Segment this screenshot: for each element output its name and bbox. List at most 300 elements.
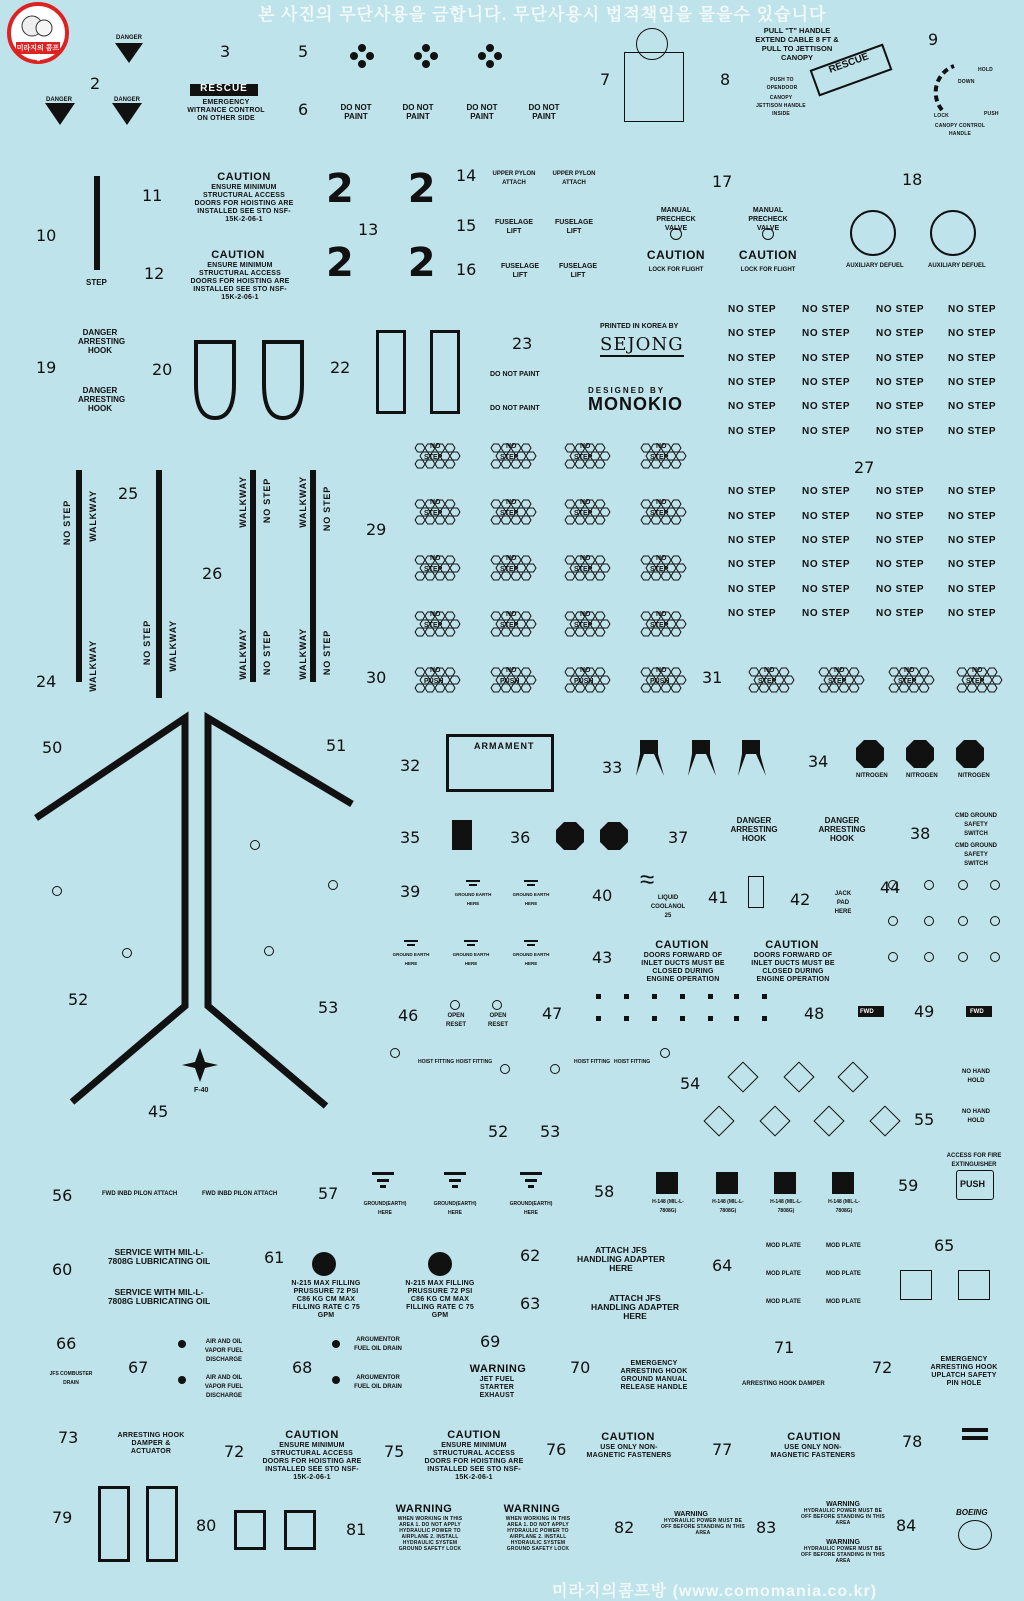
lock-flight-1: LOCK FOR FLIGHT bbox=[648, 267, 704, 273]
hoist-ring-f bbox=[390, 1048, 400, 1058]
screw-ring bbox=[990, 880, 1000, 890]
honeycomb-top: NO bbox=[430, 499, 441, 506]
decal-number: 16 bbox=[456, 260, 477, 279]
caution-76: CAUTION bbox=[601, 1431, 655, 1443]
rescue-sub: EMERGENCY WITRANCE CONTROL ON OTHER SIDE bbox=[187, 99, 265, 122]
honeycomb-top: NO bbox=[506, 443, 517, 450]
no-step-label: NO STEP bbox=[728, 535, 777, 546]
fuselage-lift-2: FUSELAGE LIFT bbox=[554, 219, 594, 235]
mod-plate-label: MOD PLATE bbox=[826, 1299, 861, 1305]
aux-defuel-2: AUXILIARY DEFUEL bbox=[928, 263, 986, 269]
octagons-36 bbox=[556, 822, 636, 852]
bar-78b bbox=[962, 1436, 988, 1440]
h148-sq-3 bbox=[774, 1172, 796, 1194]
decal-number: 72 bbox=[224, 1442, 245, 1461]
screw-ring bbox=[958, 952, 968, 962]
diamond-mark bbox=[727, 1061, 758, 1092]
no-step-label: NO STEP bbox=[876, 328, 925, 339]
caution-43-1: CAUTION bbox=[655, 939, 709, 951]
hoist-fitting-3: HOIST FITTING bbox=[574, 1059, 611, 1065]
ground-earth-label: GROUND EARTH HERE bbox=[452, 952, 490, 966]
no-step-label: NO STEP bbox=[802, 584, 851, 595]
ground-bar bbox=[469, 884, 477, 886]
honeycomb-stamp bbox=[954, 664, 1006, 699]
decal-number: 3 bbox=[220, 42, 231, 61]
nitrogen-3: NITROGEN bbox=[958, 773, 990, 779]
do-not-paint-2: DO NOT PAINT bbox=[402, 103, 434, 121]
honeycomb-stamp bbox=[816, 664, 868, 699]
decal-number: 78 bbox=[902, 1432, 923, 1451]
glyph-13b: 2 2 bbox=[326, 240, 456, 286]
screw-ring bbox=[888, 952, 898, 962]
monokio-logo: MONOKIO bbox=[588, 394, 683, 414]
service-oil-1: SERVICE WITH MIL-L-7808G LUBRICATING OIL bbox=[107, 1247, 211, 1266]
argumentor-2: ARGUMENTOR FUEL OIL DRAIN bbox=[354, 1375, 402, 1390]
walkway-2: WALKWAY bbox=[88, 640, 98, 692]
shield-outlines-20 bbox=[192, 338, 312, 422]
fuselage-lift-1: FUSELAGE LIFT bbox=[494, 219, 534, 235]
square-mark bbox=[762, 994, 767, 999]
access-fire: ACCESS FOR FIRE EXTINGUISHER bbox=[946, 1153, 1002, 1168]
dot-mark bbox=[422, 44, 430, 52]
no-step-label: NO STEP bbox=[728, 608, 777, 619]
honeycomb-bottom: STEP bbox=[758, 678, 777, 685]
watermark-bottom: 미라지의콤프방 (www.comomania.co.kr) bbox=[552, 1583, 878, 1600]
walkway-no-step-2: NO STEP bbox=[142, 620, 152, 666]
decal-number: 30 bbox=[366, 668, 387, 687]
jfs-adapter-1: ATTACH JFS HANDLING ADAPTER HERE bbox=[577, 1245, 665, 1273]
caution-11-body: ENSURE MINIMUM STRUCTURAL ACCESS DOORS FOR HOISTING ARE INSTALLED SEE STO NSF-15K-2-06-1 bbox=[194, 184, 294, 223]
rect-22-1 bbox=[376, 330, 406, 414]
decal-number: 51 bbox=[326, 736, 347, 755]
honeycomb-stamp bbox=[412, 440, 464, 475]
danger-triangles bbox=[40, 35, 160, 135]
warning-83b: WARNING bbox=[826, 1539, 860, 1546]
honeycomb-top: NO bbox=[764, 667, 775, 674]
decal-number: 47 bbox=[542, 1004, 563, 1023]
honeycomb-bottom: STEP bbox=[574, 510, 593, 517]
honeycomb-stamp bbox=[488, 608, 540, 643]
hoist-ring-g bbox=[550, 1064, 560, 1074]
do-not-paint-23b: DO NOT PAINT bbox=[490, 405, 540, 412]
hyd-power-82: HYDRAULIC POWER MUST BE OFF BEFORE STANDING IN THIS AREA bbox=[661, 1518, 745, 1536]
walkway-no-step-5: NO STEP bbox=[322, 486, 332, 532]
caution-43-1-body: DOORS FORWARD OF INLET DUCTS MUST BE CLOSED DURING ENGINE OPERATION bbox=[641, 952, 725, 983]
dot-mark bbox=[350, 52, 358, 60]
dot-mark bbox=[366, 52, 374, 60]
dot-mark bbox=[414, 52, 422, 60]
honeycomb-stamp bbox=[488, 496, 540, 531]
decal-number: 36 bbox=[510, 828, 531, 847]
dot-mark bbox=[486, 60, 494, 68]
decal-number: 82 bbox=[614, 1518, 635, 1537]
decal-number: 35 bbox=[400, 828, 421, 847]
do-not-paint-4: DO NOT PAINT bbox=[528, 103, 560, 121]
boeing-ring bbox=[958, 1520, 992, 1550]
coolanol-waves: ≈ bbox=[640, 864, 655, 894]
pull-handle-text: PULL "T" HANDLE EXTEND CABLE 8 FT & PULL TO JETTISON CANOPY bbox=[755, 26, 839, 62]
screw-ring bbox=[990, 952, 1000, 962]
danger-hook-2: DANGER ARRESTING HOOK bbox=[78, 386, 126, 413]
armament-label: ARMAMENT bbox=[474, 741, 535, 751]
decal-number: 40 bbox=[592, 886, 613, 905]
screw-ring bbox=[958, 916, 968, 926]
no-step-label: NO STEP bbox=[876, 559, 925, 570]
honeycomb-stamp bbox=[638, 664, 690, 699]
danger-label-1: DANGER bbox=[116, 35, 143, 41]
decal-number: 5 bbox=[298, 42, 309, 61]
h148-sq-1 bbox=[656, 1172, 678, 1194]
ground-earth-57a: GROUND(EARTH) HERE bbox=[363, 1201, 407, 1216]
ground-bar bbox=[466, 880, 480, 882]
dot-mark bbox=[422, 60, 430, 68]
no-step-label: NO STEP bbox=[876, 511, 925, 522]
honeycomb-bottom: STEP bbox=[898, 678, 917, 685]
push-box-label: PUSH bbox=[960, 1179, 986, 1189]
caution-17-2: CAUTION bbox=[738, 248, 798, 262]
no-step-label: NO STEP bbox=[802, 559, 851, 570]
push-label: PUSH bbox=[984, 111, 999, 117]
placard-7-ring bbox=[636, 28, 668, 60]
decal-number: 70 bbox=[570, 1358, 591, 1377]
aux-defuel-1: AUXILIARY DEFUEL bbox=[846, 263, 904, 269]
no-hand-hold-2: NO HAND HOLD bbox=[962, 1109, 990, 1124]
dot-mark bbox=[358, 60, 366, 68]
no-step-label: NO STEP bbox=[728, 426, 777, 437]
hoist-fitting-1: HOIST FITTING bbox=[418, 1059, 455, 1065]
square-mark bbox=[734, 994, 739, 999]
fuselage-lift-3: FUSELAGE LIFT bbox=[500, 263, 540, 279]
walkway-7: WALKWAY bbox=[298, 628, 308, 680]
danger-label-3: DANGER bbox=[114, 97, 141, 103]
no-step-label: NO STEP bbox=[876, 426, 925, 437]
no-step-label: NO STEP bbox=[948, 353, 997, 364]
decal-number: 15 bbox=[456, 216, 477, 235]
sejong-logo: SEJONG bbox=[600, 334, 684, 355]
decal-number: 17 bbox=[712, 172, 733, 191]
open-reset-1: OPEN RESET bbox=[445, 1013, 466, 1028]
walkway-bar-4 bbox=[310, 470, 316, 682]
honeycomb-bottom: STEP bbox=[424, 510, 443, 517]
decal-number: 37 bbox=[668, 828, 689, 847]
decal-number: 50 bbox=[42, 738, 63, 757]
honeycomb-stamp bbox=[638, 552, 690, 587]
no-step-label: NO STEP bbox=[876, 353, 925, 364]
honeycomb-bottom: PUSH bbox=[574, 678, 594, 685]
caution-17-1: CAUTION bbox=[646, 248, 706, 262]
screw-ring bbox=[888, 916, 898, 926]
decal-number: 20 bbox=[152, 360, 173, 379]
watermark-top: 본 사진의 무단사용을 금합니다. 무단사용시 법적책임을 물을수 있습니다 bbox=[258, 5, 827, 24]
decal-number: 43 bbox=[592, 948, 613, 967]
honeycomb-top: NO bbox=[834, 667, 845, 674]
decal-number: 54 bbox=[680, 1074, 701, 1093]
defuel-dial-1 bbox=[850, 210, 896, 256]
diamond-mark bbox=[759, 1105, 790, 1136]
decal-number: 34 bbox=[808, 752, 829, 771]
dot-mark bbox=[430, 52, 438, 60]
arg-dot-1 bbox=[332, 1340, 340, 1348]
reset-ring-2 bbox=[492, 1000, 502, 1010]
honeycomb-stamp bbox=[412, 608, 464, 643]
decal-number: 59 bbox=[898, 1176, 919, 1195]
honeycomb-top: NO bbox=[506, 555, 517, 562]
honeycomb-stamp bbox=[412, 496, 464, 531]
n2-dot-2 bbox=[428, 1252, 452, 1276]
decal-number: 39 bbox=[400, 882, 421, 901]
canopy-jettison-text: CANOPY JETTISON HANDLE INSIDE bbox=[756, 95, 806, 117]
decal-number: 8 bbox=[720, 70, 731, 89]
placard-7 bbox=[624, 52, 684, 122]
warning-81b: WARNING bbox=[503, 1503, 561, 1515]
rescue-arrow-text: RESCUE bbox=[827, 51, 871, 76]
decal-number: 19 bbox=[36, 358, 57, 377]
honeycomb-bottom: STEP bbox=[966, 678, 985, 685]
decal-number: 84 bbox=[896, 1516, 917, 1535]
upper-pylon-1: UPPER PYLON ATTACH bbox=[492, 171, 536, 186]
honeycomb-stamp bbox=[562, 440, 614, 475]
printed-by: PRINTED IN KOREA BY bbox=[600, 323, 679, 330]
n2-fill-1: N-215 MAX FILLING PRUSSURE 72 PSI C86 KG CM MAX FILLING RATE C 75 GPM bbox=[291, 1280, 361, 1319]
honeycomb-top: NO bbox=[430, 555, 441, 562]
ground-earth-57c: GROUND(EARTH) HERE bbox=[509, 1201, 553, 1216]
decal-number: 76 bbox=[546, 1440, 567, 1459]
no-step-label: NO STEP bbox=[948, 328, 997, 339]
walkway-4: WALKWAY bbox=[238, 476, 248, 528]
honeycomb-bottom: STEP bbox=[424, 566, 443, 573]
decal-number: 38 bbox=[910, 824, 931, 843]
caution-43-2-body: DOORS FORWARD OF INLET DUCTS MUST BE CLOSED DURING ENGINE OPERATION bbox=[751, 952, 835, 983]
no-step-label: NO STEP bbox=[728, 328, 777, 339]
ground-bar bbox=[407, 944, 415, 946]
decal-number: 75 bbox=[384, 1442, 405, 1461]
decal-number: 57 bbox=[318, 1184, 339, 1203]
no-step-label: NO STEP bbox=[876, 401, 925, 412]
push-open-text: PUSH TO OPENDOOR bbox=[766, 77, 798, 91]
warning-69: WARNING bbox=[469, 1363, 527, 1375]
designed-by: DESIGNED BY bbox=[588, 386, 666, 395]
ground-bar bbox=[452, 1185, 458, 1188]
no-step-label: NO STEP bbox=[728, 377, 777, 388]
decal-number: 33 bbox=[602, 758, 623, 777]
mod-plate-label: MOD PLATE bbox=[826, 1271, 861, 1277]
hyd-power-83b: HYDRAULIC POWER MUST BE OFF BEFORE STANDING IN THIS AREA bbox=[801, 1546, 885, 1564]
no-step-label: NO STEP bbox=[948, 559, 997, 570]
no-step-label: NO STEP bbox=[876, 535, 925, 546]
precheck-valve-1 bbox=[670, 228, 682, 240]
decal-number: 72 bbox=[872, 1358, 893, 1377]
nitrogen-1: NITROGEN bbox=[856, 773, 888, 779]
ground-earth-label: GROUND EARTH HERE bbox=[454, 892, 492, 906]
no-step-label: NO STEP bbox=[728, 486, 777, 497]
honeycomb-bottom: STEP bbox=[500, 454, 519, 461]
ground-bar bbox=[525, 1179, 537, 1182]
down-label: DOWN bbox=[958, 79, 975, 85]
decal-number: 10 bbox=[36, 226, 57, 245]
walkway-bar-2 bbox=[156, 470, 162, 698]
decal-number: 83 bbox=[756, 1518, 777, 1537]
decal-number: 7 bbox=[600, 70, 611, 89]
honeycomb-bottom: STEP bbox=[828, 678, 847, 685]
decal-number: 56 bbox=[52, 1186, 73, 1205]
honeycomb-top: NO bbox=[656, 667, 667, 674]
rect-80a bbox=[234, 1510, 266, 1550]
hoist-ring-h bbox=[660, 1048, 670, 1058]
no-step-label: NO STEP bbox=[876, 304, 925, 315]
honeycomb-bottom: STEP bbox=[500, 622, 519, 629]
decal-number: 44 bbox=[880, 878, 901, 897]
mod-plate-label: MOD PLATE bbox=[766, 1271, 801, 1277]
caution-12-body: ENSURE MINIMUM STRUCTURAL ACCESS DOORS FOR HOISTING ARE INSTALLED SEE STO NSF-15K-2-06-1 bbox=[190, 262, 290, 301]
dot-mark bbox=[478, 52, 486, 60]
honeycomb-top: NO bbox=[506, 667, 517, 674]
h148-3: H-148 (MIL-L-7808G) bbox=[770, 1199, 802, 1214]
h148-4: H-148 (MIL-L-7808G) bbox=[828, 1199, 860, 1214]
manual-precheck-2: MANUAL PRECHECK VALVE bbox=[748, 207, 788, 232]
decal-number: 14 bbox=[456, 166, 477, 185]
precheck-valve-2 bbox=[762, 228, 774, 240]
hoist-ring-c bbox=[328, 880, 338, 890]
decal-number: 23 bbox=[512, 334, 533, 353]
nitrogen-2: NITROGEN bbox=[906, 773, 938, 779]
walkway-3: WALKWAY bbox=[168, 620, 178, 672]
warning-83a: WARNING bbox=[826, 1501, 860, 1508]
no-step-label: NO STEP bbox=[802, 353, 851, 364]
no-step-label: NO STEP bbox=[948, 377, 997, 388]
ground-bar bbox=[444, 1172, 466, 1175]
danger-hook-37a: DANGER ARRESTING HOOK bbox=[730, 816, 778, 843]
screw-ring bbox=[958, 880, 968, 890]
decal-number: 29 bbox=[366, 520, 387, 539]
square-mark bbox=[708, 1016, 713, 1021]
ground-bar bbox=[520, 1172, 542, 1175]
walkway-no-step-4: NO STEP bbox=[262, 630, 272, 676]
reset-ring-1 bbox=[450, 1000, 460, 1010]
honeycomb-stamp bbox=[488, 440, 540, 475]
caution-12-title: CAUTION bbox=[211, 249, 265, 261]
decal-number: 42 bbox=[790, 890, 811, 909]
honeycomb-stamp bbox=[638, 608, 690, 643]
decal-number: 62 bbox=[520, 1246, 541, 1265]
rect-79a bbox=[98, 1486, 130, 1562]
walkway-5: WALKWAY bbox=[238, 628, 248, 680]
decal-number: 49 bbox=[914, 1002, 935, 1021]
service-oil-2: SERVICE WITH MIL-L-7808G LUBRICATING OIL bbox=[107, 1287, 211, 1306]
no-step-label: NO STEP bbox=[802, 535, 851, 546]
square-mark bbox=[596, 1016, 601, 1021]
screw-ring bbox=[924, 916, 934, 926]
square-mark bbox=[708, 994, 713, 999]
square-mark bbox=[596, 994, 601, 999]
no-step-label: NO STEP bbox=[728, 559, 777, 570]
honeycomb-bottom: PUSH bbox=[424, 678, 444, 685]
lock-flight-2: LOCK FOR FLIGHT bbox=[740, 267, 796, 273]
honeycomb-top: NO bbox=[430, 443, 441, 450]
canopy-ctrl-label: CANOPY CONTROL HANDLE bbox=[934, 123, 986, 137]
air-oil-dot-2 bbox=[178, 1376, 186, 1384]
ground-bar bbox=[524, 880, 538, 882]
jack-icon bbox=[748, 876, 764, 908]
mod-plate-label: MOD PLATE bbox=[766, 1243, 801, 1249]
decal-number: 79 bbox=[52, 1508, 73, 1527]
cmd-ground-2: CMD GROUND SAFETY SWITCH bbox=[955, 843, 997, 867]
hold-label: HOLD bbox=[978, 67, 993, 73]
honeycomb-top: NO bbox=[430, 667, 441, 674]
jfs-drain: JFS COMBUSTER DRAIN bbox=[49, 1371, 93, 1386]
open-reset-2: OPEN RESET bbox=[487, 1013, 508, 1028]
defuel-dial-2 bbox=[930, 210, 976, 256]
no-step-label: NO STEP bbox=[728, 304, 777, 315]
honeycomb-stamp bbox=[562, 664, 614, 699]
decal-number: 77 bbox=[712, 1440, 733, 1459]
no-step-label: NO STEP bbox=[948, 535, 997, 546]
n2-fill-2: N-215 MAX FILLING PRUSSURE 72 PSI C86 KG CM MAX FILLING RATE C 75 GPM bbox=[405, 1280, 475, 1319]
decal-number: 65 bbox=[934, 1236, 955, 1255]
diamond-mark bbox=[783, 1061, 814, 1092]
no-step-label: NO STEP bbox=[948, 511, 997, 522]
decal-number: 27 bbox=[854, 458, 875, 477]
step-bar bbox=[94, 176, 100, 270]
honeycomb-stamp bbox=[638, 496, 690, 531]
square-mark bbox=[652, 1016, 657, 1021]
emerg-pin-72: EMERGENCY ARRESTING HOOK UPLATCH SAFETY PIN HOLE bbox=[930, 1356, 998, 1387]
ground-bar bbox=[377, 1179, 389, 1182]
decal-number: 71 bbox=[774, 1338, 795, 1357]
h148-1: H-148 (MIL-L-7808G) bbox=[652, 1199, 684, 1214]
honeycomb-top: NO bbox=[580, 555, 591, 562]
honeycomb-bottom: STEP bbox=[650, 566, 669, 573]
ground-bar bbox=[464, 940, 478, 942]
honeycomb-stamp bbox=[562, 552, 614, 587]
caution-11-title: CAUTION bbox=[217, 171, 271, 183]
fuselage-lift-4: FUSELAGE LIFT bbox=[558, 263, 598, 279]
mod-plate-label: MOD PLATE bbox=[826, 1243, 861, 1249]
no-step-label: NO STEP bbox=[802, 608, 851, 619]
lock-label: LOCK bbox=[934, 113, 949, 119]
decal-number: 24 bbox=[36, 672, 57, 691]
honeycomb-top: NO bbox=[656, 443, 667, 450]
warning-82: WARNING bbox=[674, 1511, 708, 1518]
ground-earth-label: GROUND EARTH HERE bbox=[392, 952, 430, 966]
ground-bar bbox=[524, 940, 538, 942]
honeycomb-bottom: STEP bbox=[500, 510, 519, 517]
hoist-fitting-2: HOIST FITTING bbox=[456, 1059, 493, 1065]
no-step-label: NO STEP bbox=[802, 426, 851, 437]
honeycomb-top: NO bbox=[904, 667, 915, 674]
ground-bar bbox=[528, 1185, 534, 1188]
decal-number: 53 bbox=[318, 998, 339, 1017]
walkway-no-step-1: NO STEP bbox=[62, 500, 72, 546]
decal-number: 31 bbox=[702, 668, 723, 687]
decal-number: 58 bbox=[594, 1182, 615, 1201]
bar-78a bbox=[962, 1428, 988, 1432]
warning-81b-body: WHEN WORKING IN THIS AREA 1. DO NOT APPLY HYDRAULIC POWER TO AIRPLANE 2. INSTALL HYDRAULIC SYSTEM GROUND SAFETY LOCK bbox=[505, 1516, 571, 1552]
hook-damper-act: ARRESTING HOOK DAMPER & ACTUATOR bbox=[117, 1432, 185, 1455]
no-step-label: NO STEP bbox=[802, 401, 851, 412]
glyph-13: 2 2 bbox=[326, 166, 456, 212]
square-mark bbox=[624, 1016, 629, 1021]
do-not-paint-3: DO NOT PAINT bbox=[466, 103, 498, 121]
ground-earth-label: GROUND EARTH HERE bbox=[512, 892, 550, 906]
ground-bar bbox=[380, 1185, 386, 1188]
no-step-label: NO STEP bbox=[876, 608, 925, 619]
boeing-logo: BOEING bbox=[956, 1508, 988, 1517]
hyd-power-83a: HYDRAULIC POWER MUST BE OFF BEFORE STANDING IN THIS AREA bbox=[801, 1508, 885, 1526]
jack-pad-label: JACK PAD HERE bbox=[834, 891, 852, 915]
danger-hook-37b: DANGER ARRESTING HOOK bbox=[818, 816, 866, 843]
danger-label-2: DANGER bbox=[46, 97, 73, 103]
air-oil-2: AIR AND OIL VAPOR FUEL DISCHARGE bbox=[204, 1375, 244, 1399]
